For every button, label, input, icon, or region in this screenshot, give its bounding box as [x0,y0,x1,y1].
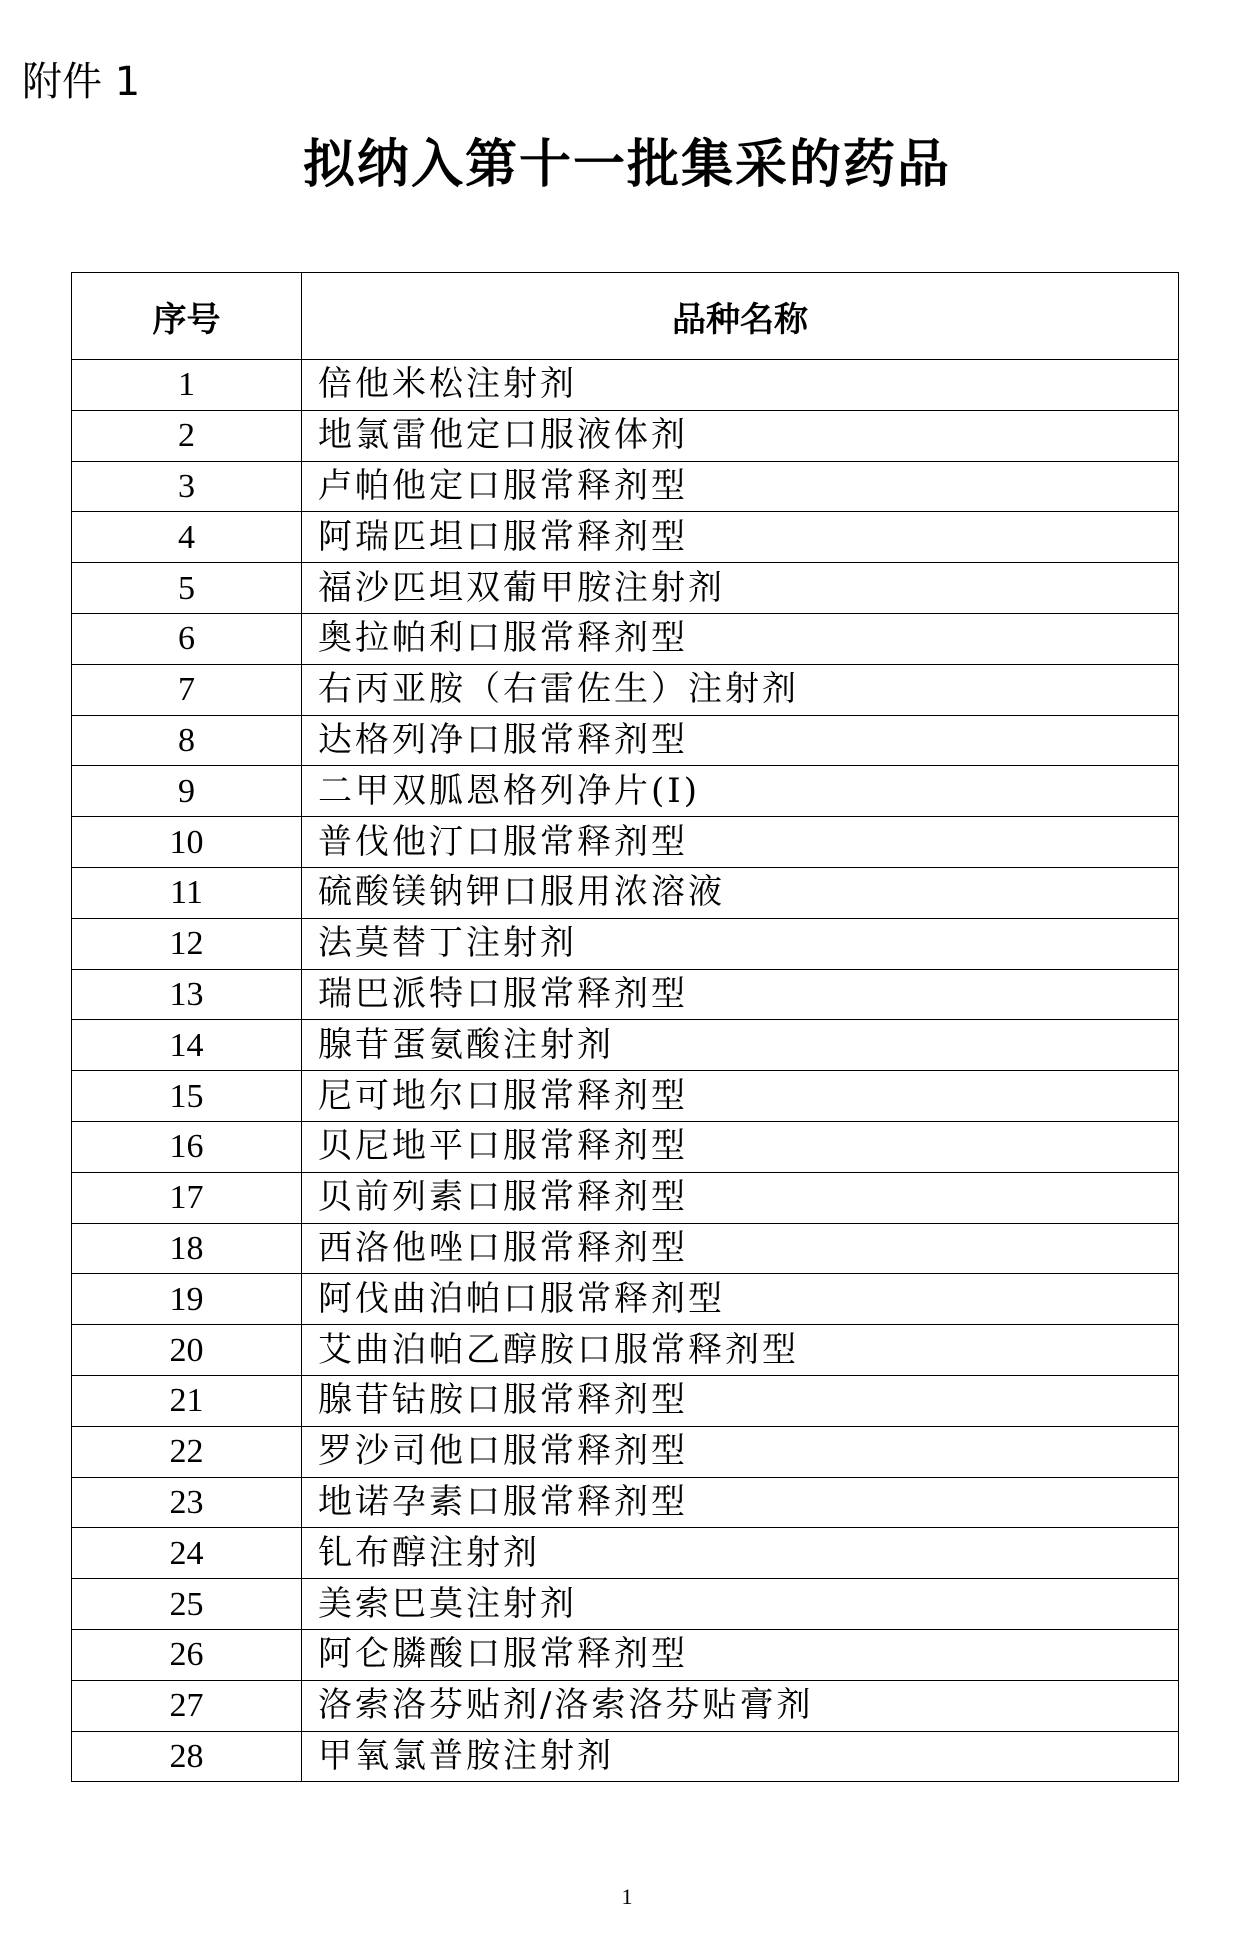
drug-name-cell: 腺苷蛋氨酸注射剂 [302,1020,1179,1071]
drug-name-cell: 福沙匹坦双葡甲胺注射剂 [302,563,1179,614]
drug-name-cell: 罗沙司他口服常释剂型 [302,1426,1179,1477]
drug-name-cell: 贝前列素口服常释剂型 [302,1172,1179,1223]
serial-number-cell: 14 [72,1020,302,1071]
drug-name-cell: 卢帕他定口服常释剂型 [302,461,1179,512]
serial-number-cell: 5 [72,563,302,614]
drug-name-cell: 瑞巴派特口服常释剂型 [302,969,1179,1020]
table-row [72,410,1179,461]
drug-name-cell: 尼可地尔口服常释剂型 [302,1071,1179,1122]
serial-number-cell: 27 [72,1680,302,1731]
table-row [72,918,1179,969]
table-row [72,664,1179,715]
document-title: 拟纳入第十一批集采的药品 [302,135,951,195]
serial-number-cell: 25 [72,1579,302,1630]
serial-number-cell: 4 [72,512,302,563]
drug-name-cell: 西洛他唑口服常释剂型 [302,1223,1179,1274]
serial-number-cell: 11 [72,867,302,918]
drug-name-cell: 二甲双胍恩格列净片(I) [302,766,1179,817]
table-row [72,563,1179,614]
drug-name-cell: 地氯雷他定口服液体剂 [302,410,1179,461]
table-row [72,867,1179,918]
table-row [72,1274,1179,1325]
serial-number-cell: 13 [72,969,302,1020]
column-header-drug-name: 品种名称 [302,273,1179,360]
drug-name-cell: 阿伐曲泊帕口服常释剂型 [302,1274,1179,1325]
drug-name-cell: 普伐他汀口服常释剂型 [302,817,1179,868]
table-row [72,817,1179,868]
table-header-row [72,273,1179,360]
drug-name-cell: 地诺孕素口服常释剂型 [302,1477,1179,1528]
table-row [72,1071,1179,1122]
serial-number-cell: 26 [72,1629,302,1680]
drug-name-cell: 贝尼地平口服常释剂型 [302,1121,1179,1172]
serial-number-cell: 9 [72,766,302,817]
drug-name-cell: 甲氧氯普胺注射剂 [302,1731,1179,1782]
table-row [72,1426,1179,1477]
drug-name-cell: 艾曲泊帕乙醇胺口服常释剂型 [302,1325,1179,1376]
table-row [72,1629,1179,1680]
drug-name-cell: 奥拉帕利口服常释剂型 [302,613,1179,664]
drug-name-cell: 倍他米松注射剂 [302,360,1179,411]
table-row [72,1325,1179,1376]
table-body [72,360,1179,1782]
drug-name-cell: 美索巴莫注射剂 [302,1579,1179,1630]
column-header-serial: 序号 [72,273,302,360]
drug-name-cell: 洛索洛芬贴剂/洛索洛芬贴膏剂 [302,1680,1179,1731]
table-row [72,766,1179,817]
serial-number-cell: 20 [72,1325,302,1376]
drug-name-cell: 硫酸镁钠钾口服用浓溶液 [302,867,1179,918]
table-row [72,1223,1179,1274]
serial-number-cell: 19 [72,1274,302,1325]
table-row [72,613,1179,664]
serial-number-cell: 18 [72,1223,302,1274]
serial-number-cell: 2 [72,410,302,461]
drug-name-cell: 腺苷钴胺口服常释剂型 [302,1375,1179,1426]
table-row [72,1731,1179,1782]
serial-number-cell: 17 [72,1172,302,1223]
serial-number-cell: 16 [72,1121,302,1172]
attachment-label: 附件 1 [22,59,141,105]
drug-name-cell: 达格列净口服常释剂型 [302,715,1179,766]
serial-number-cell: 28 [72,1731,302,1782]
table-row [72,1477,1179,1528]
serial-number-cell: 7 [72,664,302,715]
serial-number-cell: 24 [72,1528,302,1579]
serial-number-cell: 6 [72,613,302,664]
drug-name-cell: 右丙亚胺（右雷佐生）注射剂 [302,664,1179,715]
serial-number-cell: 23 [72,1477,302,1528]
serial-number-cell: 15 [72,1071,302,1122]
serial-number-cell: 3 [72,461,302,512]
serial-number-cell: 22 [72,1426,302,1477]
serial-number-cell: 10 [72,817,302,868]
table-row [72,1579,1179,1630]
drug-name-cell: 阿仑膦酸口服常释剂型 [302,1629,1179,1680]
table-row [72,461,1179,512]
table-row [72,512,1179,563]
table-row [72,1172,1179,1223]
table-row [72,360,1179,411]
table-row [72,1680,1179,1731]
table-row [72,969,1179,1020]
table-row [72,1020,1179,1071]
table-row [72,1121,1179,1172]
page-number: 1 [621,1884,633,1909]
table-row [72,715,1179,766]
drug-name-cell: 法莫替丁注射剂 [302,918,1179,969]
serial-number-cell: 12 [72,918,302,969]
table-row [72,1528,1179,1579]
drug-table [71,272,1179,1782]
serial-number-cell: 1 [72,360,302,411]
drug-name-cell: 钆布醇注射剂 [302,1528,1179,1579]
serial-number-cell: 21 [72,1375,302,1426]
drug-name-cell: 阿瑞匹坦口服常释剂型 [302,512,1179,563]
table-row [72,1375,1179,1426]
serial-number-cell: 8 [72,715,302,766]
